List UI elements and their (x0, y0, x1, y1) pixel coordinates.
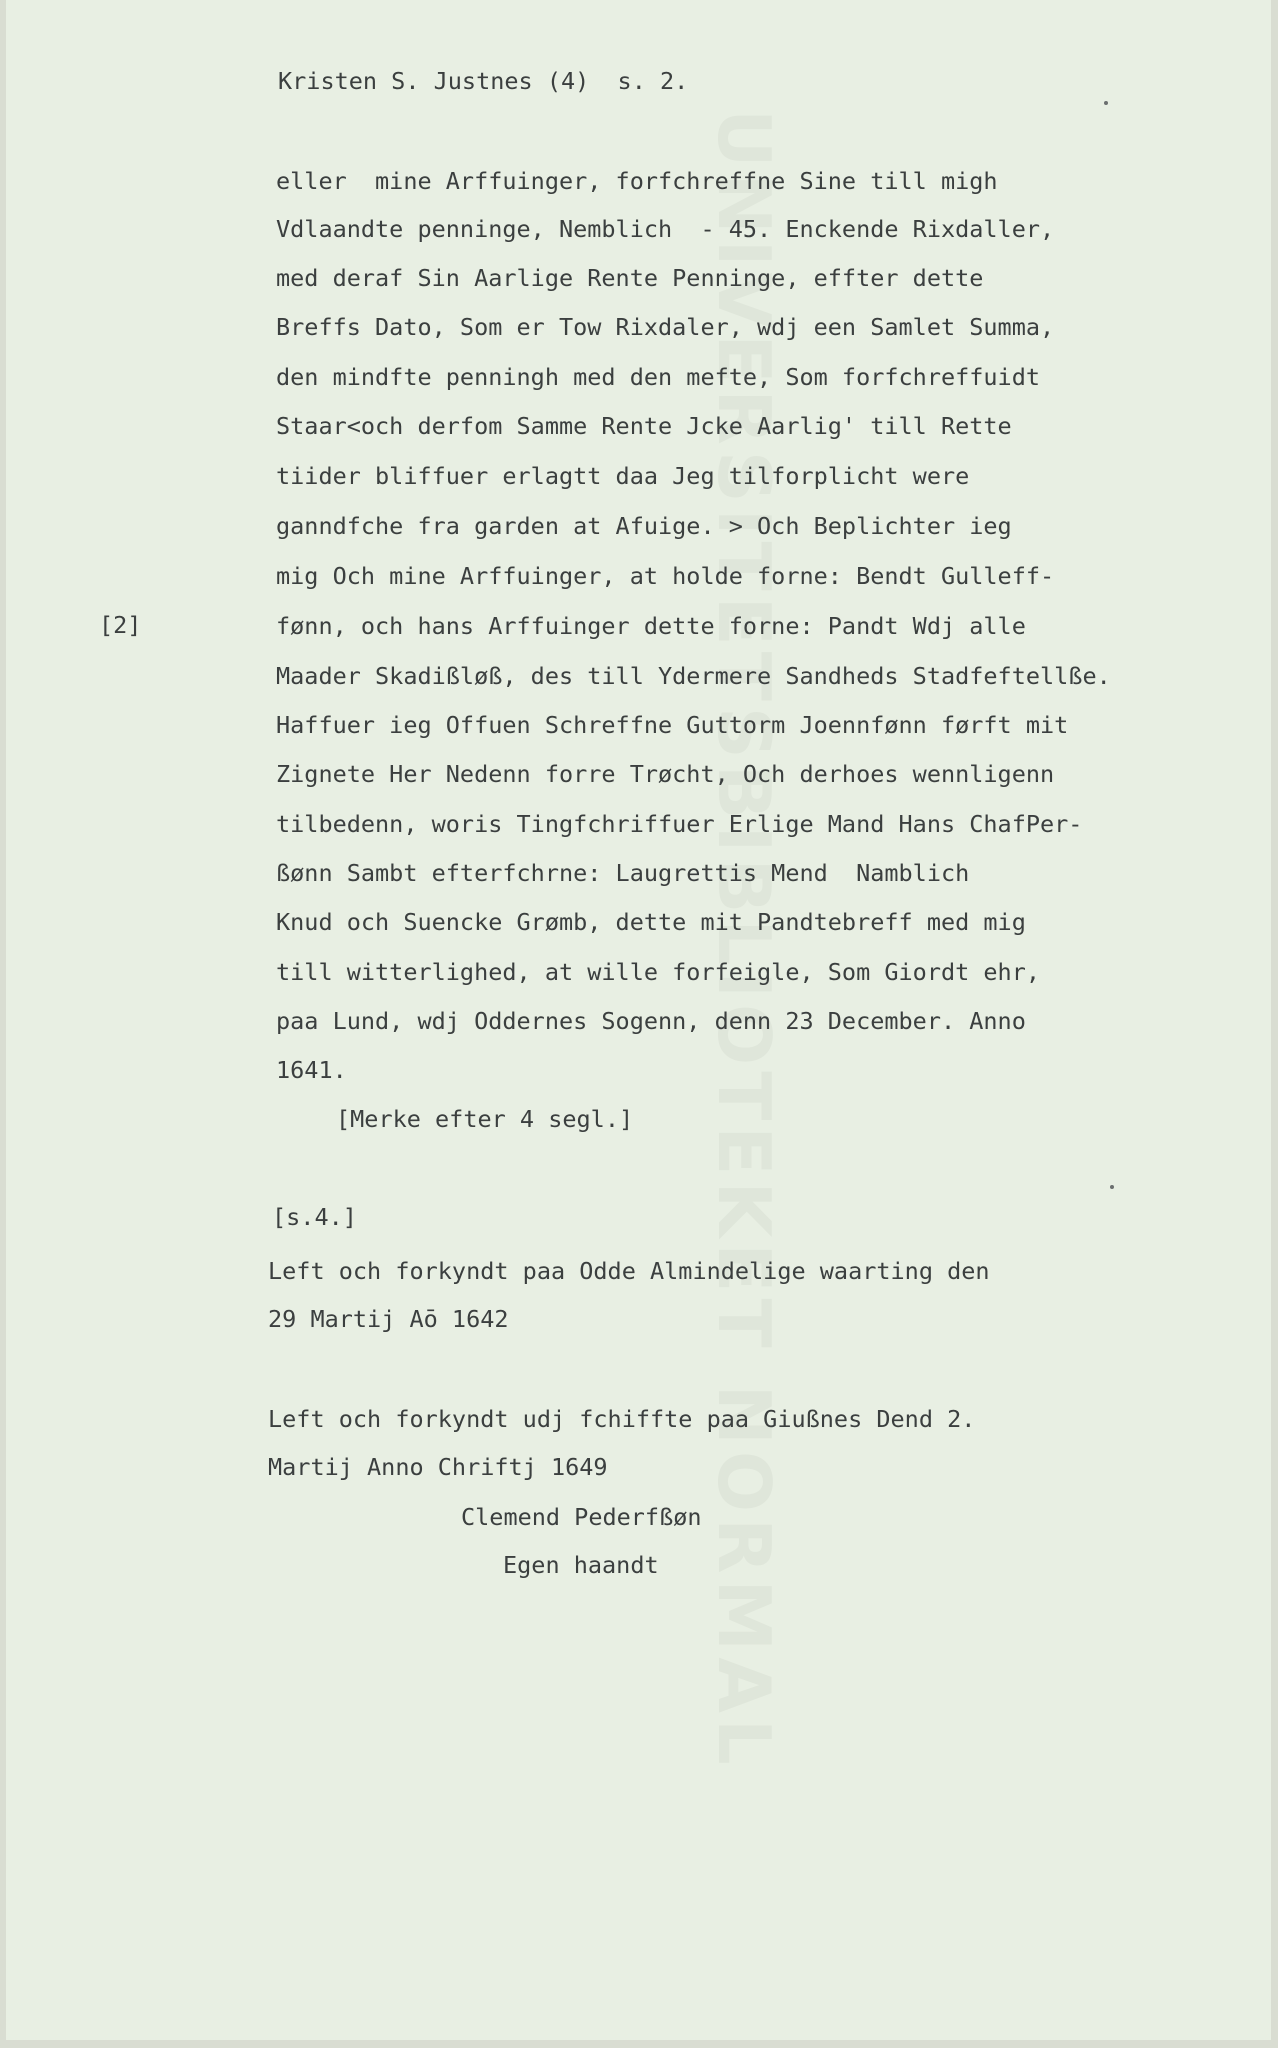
body-line: ganndfche fra garden at Afuige. > Och Beplichter ieg (276, 512, 1012, 540)
body-line: ßønn Sambt efterfchrne: Laugrettis Mend Namblich (276, 859, 970, 887)
page-reference: [s.4.] (272, 1203, 357, 1231)
body-line: tilbedenn, woris Tingfchriffuer Erlige Mand Hans ChafPer- (276, 810, 1083, 838)
body-line: mig Och mine Arffuinger, at holde forne: Bendt Gulleff- (276, 562, 1055, 590)
speck-mark (1110, 1185, 1114, 1189)
body-line: till witterlighed, at wille forfeigle, Som Giordt ehr, (276, 958, 1041, 986)
margin-note: [2] (99, 611, 142, 639)
body-line: paa Lund, wdj Oddernes Sogenn, denn 23 December. Anno (276, 1007, 1026, 1035)
body-line: eller mine Arffuinger, forfchreffne Sine till migh (276, 167, 998, 195)
body-line: Staar<och derfom Samme Rente Jcke Aarlig' till Rette (276, 412, 1012, 440)
body-line: 1641. (276, 1056, 347, 1084)
signature-note: Egen haandt (503, 1551, 659, 1579)
body-line: Vdlaandte penninge, Nemblich - 45. Enckende Rixdaller, (276, 215, 1055, 243)
signature-name: Clemend Pederfßøn (461, 1503, 702, 1531)
body-line: tiider bliffuer erlagtt daa Jeg tilforplicht were (276, 462, 970, 490)
speck-mark (1104, 101, 1108, 105)
watermark-text: UNIVERSITETSBIBLIOTEKET NORMAL (702, 109, 786, 1771)
body-line: den mindfte penningh med den mefte, Som forfchreffuidt (276, 363, 1041, 391)
body-line: Zignete Her Nedenn forre Trøcht, Och derhoes wennligenn (276, 760, 1055, 788)
registration-note-line: Left och forkyndt paa Odde Almindelige waarting den (268, 1257, 990, 1285)
document-page (6, 0, 1271, 2040)
body-line: Haffuer ieg Offuen Schreffne Guttorm Joennfønn førft mit (276, 711, 1069, 739)
registration-note-line: 29 Martij Aō 1642 (268, 1305, 509, 1333)
registration-note-line: Left och forkyndt udj fchiffte paa Giußnes Dend 2. (268, 1405, 976, 1433)
body-line: Knud och Suencke Grømb, dette mit Pandtebreff med mig (276, 908, 1026, 936)
body-line: med deraf Sin Aarlige Rente Penninge, effter dette (276, 264, 984, 292)
body-line: Breffs Dato, Som er Tow Rixdaler, wdj een Samlet Summa, (276, 313, 1055, 341)
body-line: fønn, och hans Arffuinger dette forne: Pandt Wdj alle (276, 612, 1026, 640)
body-line: Maader Skadißløß, des till Ydermere Sandheds Stadfeftellße. (276, 662, 1111, 690)
merke-note: [Merke efter 4 segl.] (336, 1105, 634, 1133)
registration-note-line: Martij Anno Chriftj 1649 (268, 1453, 608, 1481)
page-header: Kristen S. Justnes (4) s. 2. (278, 67, 689, 95)
